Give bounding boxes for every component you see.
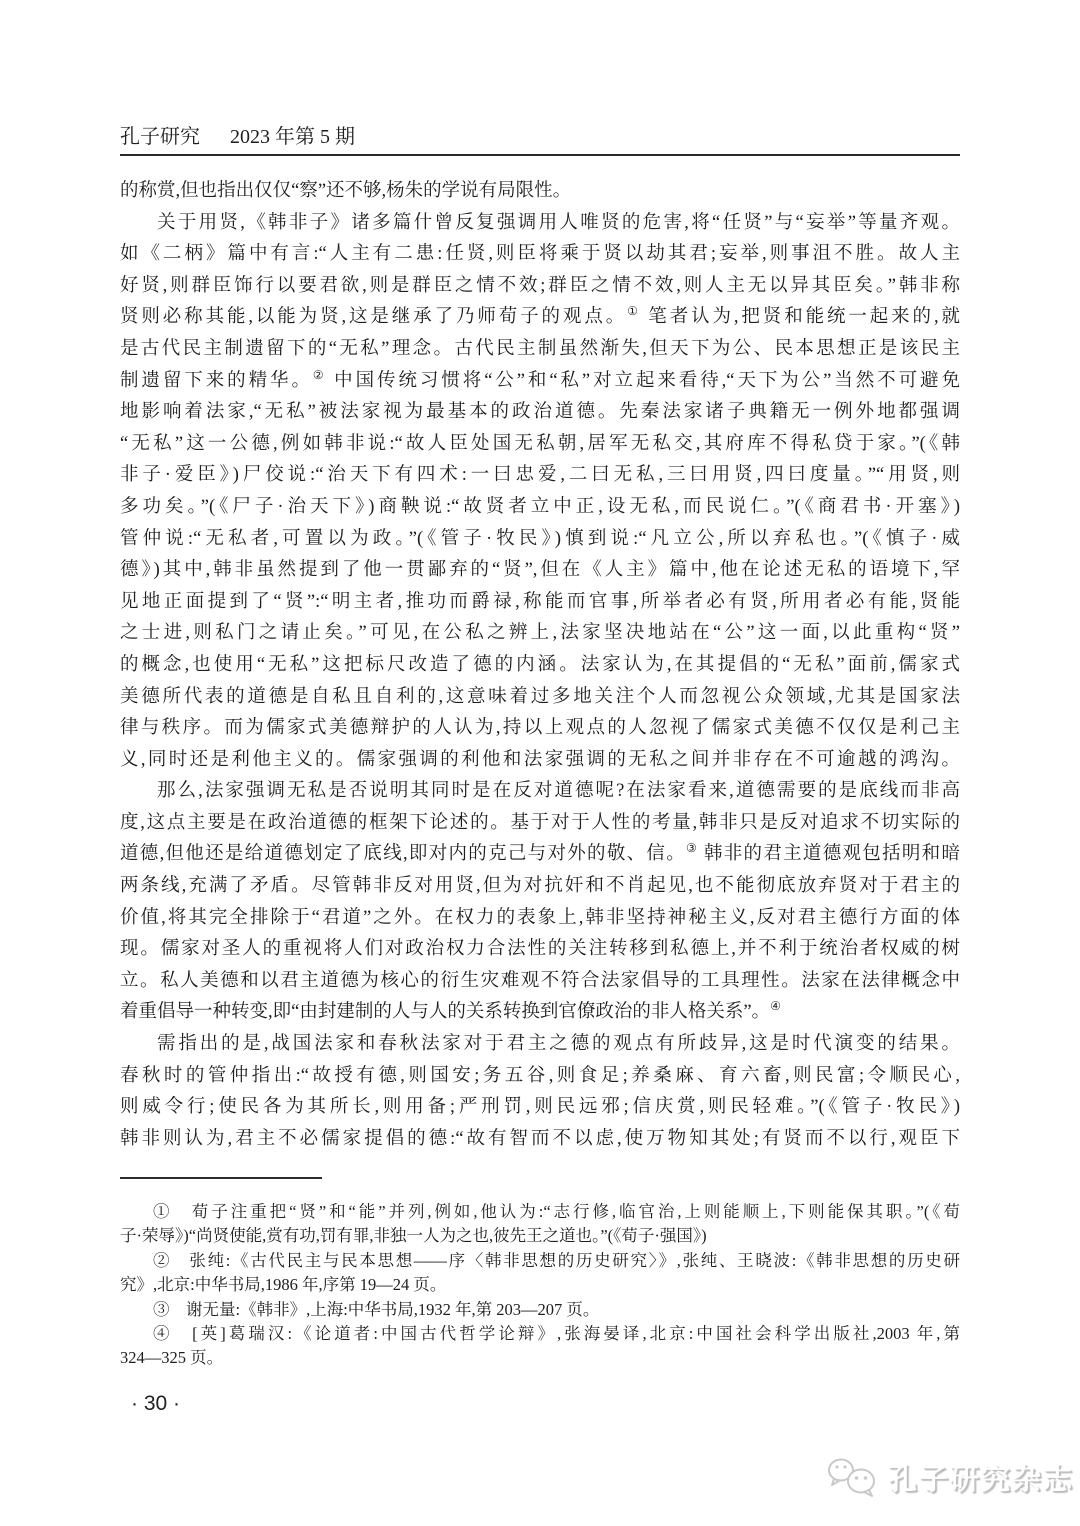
body-line: 非子·爱臣》)尸佼说:“治天下有四术:一曰忠爱,二曰无私,三曰用贤,四曰度量。”“用贤,则 — [120, 465, 960, 486]
footnote-item — [120, 1200, 960, 1249]
body-line: 是古代民主制遗留下的“无私”理念。古代民主制虽然渐失,但天下为公、民本思想正是该民主 — [120, 338, 960, 359]
footnotes — [120, 1200, 960, 1371]
body-line: “无私”这一公德,例如韩非说:“故人臣处国无私朝,居军无私交,其府库不得私贷于家。”(《韩 — [120, 433, 960, 454]
body-line: 的概念,也使用“无私”这把标尺改造了德的内涵。法家认为,在其提倡的“无私”面前,儒家式 — [120, 654, 960, 675]
body-line: 道德,但他还是给道德划定了底线,即对内的克己与对外的敬、信。③ 韩非的君主道德观包括明和暗 — [120, 841, 960, 865]
body-line: 见地正面提到了“贤”:“明主者,推功而爵禄,称能而官事,所举者必有贤,所用者必有能,贤能 — [120, 591, 960, 612]
page-number: · 30 · — [131, 1392, 181, 1415]
body-line: 着重倡导一种转变,即“由封建制的人与人的关系转换到官僚政治的非人格关系”。④ — [120, 999, 781, 1023]
footnote-ref: ③ — [686, 841, 699, 856]
body-line: 如《二柄》篇中有言:“人主有二患:任贤,则臣将乘于贤以劫其君;妄举,则事沮不胜。故人主 — [120, 244, 960, 265]
body-line: 关于用贤,《韩非子》诸多篇什曾反复强调用人唯贤的危害,将“任贤”与“妄举”等量齐观。 — [157, 212, 960, 233]
footnote-line: ① 荀子注重把“贤”和“能”并列,例如,他认为:“志行修,临官治,上则能顺上,下则能保其职。”(《荀 — [153, 1202, 960, 1221]
footnote-ref: ① — [627, 304, 641, 319]
footnote-line: 324—325 页。 — [120, 1348, 224, 1368]
body-line: 之士进,则私门之请止矣。”可见,在公私之辨上,法家坚决地站在“公”这一面,以此重构“贤” — [120, 623, 960, 644]
wechat-icon — [826, 1456, 878, 1498]
body-line: 德》)其中,韩非虽然提到了他一贯鄙弃的“贤”,但在《人主》篇中,他在论述无私的语境下,罕 — [120, 560, 960, 581]
header-rule — [120, 154, 960, 156]
body-line: 美德所代表的道德是自私且自利的,这意味着过多地关注个人而忽视公众领域,尤其是国家法 — [120, 686, 960, 707]
paragraph — [120, 208, 960, 777]
body-line: 需指出的是,战国法家和春秋法家对于君主之德的观点有所歧异,这是时代演变的结果。 — [157, 1034, 960, 1055]
paragraph — [120, 176, 960, 208]
body-line: 立。私人美德和以君主道德为核心的衍生灾难观不符合法家倡导的工具理性。法家在法律概念中 — [120, 970, 960, 991]
body-line: 律与秩序。而为儒家式美德辩护的人认为,持以上观点的人忽视了儒家式美德不仅仅是利己主 — [120, 718, 960, 739]
footnote-line: 子·荣辱》)“尚贤使能,赏有功,罚有罪,非独一人为之也,彼先王之道也。”(《荀子·强国》) — [120, 1226, 707, 1246]
body-line: 现。儒家对圣人的重视将人们对政治权力合法性的关注转移到私德上,并不利于统治者权威的树 — [120, 939, 960, 960]
body-line: 两条线,充满了矛盾。尽管韩非反对用贤,但为对抗奸和不肖起见,也不能彻底放弃贤对于君主的 — [120, 876, 960, 897]
body-line: 制遗留下来的精华。② 中国传统习惯将“公”和“私”对立起来看待,“天下为公”当然不可避免 — [120, 367, 960, 391]
watermark — [826, 1456, 1074, 1498]
footnote-line: 究》,北京:中华书局,1986 年,序第 19—24 页。 — [120, 1275, 447, 1295]
body-line: 管仲说:“无私者,可置以为政。”(《管子·牧民》)慎到说:“凡立公,所以弃私也。”(《慎子·威 — [120, 528, 960, 549]
body-text — [120, 176, 960, 1155]
page-header — [120, 126, 960, 156]
body-line: 那么,法家强调无私是否说明其同时是在反对道德呢?在法家看来,道德需要的是底线而非高 — [157, 781, 960, 802]
footnote-line: ③ 谢无量:《韩非》,上海:中华书局,1932 年,第 203—207 页。 — [153, 1299, 600, 1319]
footnote-item — [120, 1322, 960, 1371]
footnote-ref: ④ — [770, 999, 781, 1014]
body-line: 度,这点主要是在政治道德的框架下论述的。基于对于人性的考量,韩非只是反对追求不切实际的 — [120, 812, 960, 833]
body-line: 的称赏,但也指出仅仅“察”还不够,杨朱的学说有局限性。 — [120, 181, 572, 201]
footnote-item — [120, 1298, 960, 1322]
footnote-line: ④ [英]葛瑞汉:《论道者:中国古代哲学论辩》,张海晏译,北京:中国社会科学出版社,2003 年,第 — [153, 1324, 960, 1344]
footnote-ref: ② — [312, 367, 327, 382]
body-line: 好贤,则群臣饰行以要君欲,则是群臣之情不效;群臣之情不效,则人主无以异其臣矣。”韩非称 — [120, 275, 960, 296]
paragraph — [120, 1029, 960, 1155]
body-line: 地影响着法家,“无私”被法家视为最基本的政治道德。先秦法家诸子典籍无一例外地都强调 — [120, 402, 960, 423]
watermark-label: 孔子研究杂志 — [888, 1463, 1075, 1496]
footnote-separator — [120, 1177, 322, 1179]
body-line: 义,同时还是利他主义的。儒家强调的利他和法家强调的无私之间并非存在不可逾越的鸿沟。 — [120, 749, 960, 770]
body-line: 韩非则认为,君主不必儒家提倡的德:“故有智而不以虑,使万物知其处;有贤而不以行,观臣下 — [120, 1128, 960, 1149]
body-line: 多功矣。”(《尸子·治天下》)商鞅说:“故贤者立中正,设无私,而民说仁。”(《商君书·开塞》) — [120, 496, 960, 517]
paragraph — [120, 776, 960, 1029]
body-line: 贤则必称其能,以能为贤,这是继承了乃师荀子的观点。① 笔者认为,把贤和能统一起来的,就 — [120, 304, 960, 328]
body-line: 价值,将其完全排除于“君道”之外。在权力的表象上,韩非坚持神秘主义,反对君主德行方面的体 — [120, 907, 960, 928]
body-line: 春秋时的管仲指出:“故授有德,则国安;务五谷,则食足;养桑麻、育六畜,则民富;令顺民心, — [120, 1065, 960, 1086]
footnote-line: ② 张纯:《古代民主与民本思想——序〈韩非思想的历史研究〉》,张纯、王晓波:《韩非思想的历史研 — [153, 1250, 960, 1270]
body-line: 则威令行;使民各为其所长,则用备;严刑罚,则民远邪;信庆赏,则民轻难。”(《管子·牧民》) — [120, 1097, 960, 1118]
footnote-item — [120, 1249, 960, 1298]
issue-label: 2023 年第 5 期 — [230, 126, 355, 148]
journal-title: 孔子研究 — [120, 126, 200, 148]
